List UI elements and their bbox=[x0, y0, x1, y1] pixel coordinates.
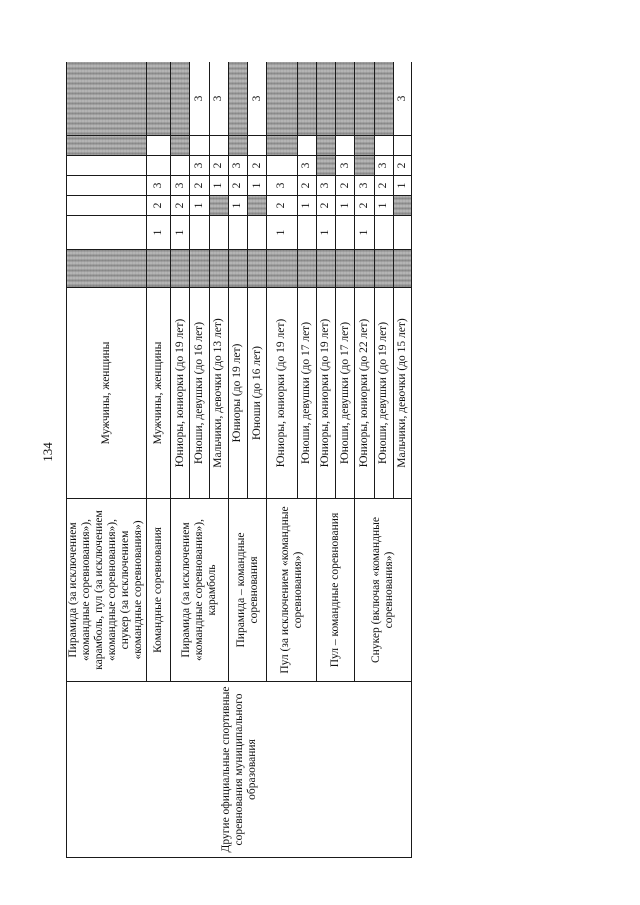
place-cell bbox=[190, 216, 209, 250]
shaded-cell bbox=[374, 62, 393, 136]
page-number: 134 bbox=[40, 442, 55, 462]
shaded-cell bbox=[267, 250, 297, 288]
place-cell: 2 bbox=[297, 176, 316, 196]
shaded-cell bbox=[67, 250, 147, 288]
age-group-cell: Мальчики, девочки (до 13 лет) bbox=[209, 288, 228, 499]
competition-table bbox=[66, 62, 412, 858]
place-cell: 1 bbox=[209, 176, 228, 196]
shaded-cell bbox=[146, 250, 170, 288]
shaded-cell bbox=[171, 250, 190, 288]
shaded-cell bbox=[393, 196, 411, 216]
place-cell bbox=[146, 136, 170, 156]
discipline-cell: Пирамида (за исключением «командные соревнования»), карамболь bbox=[171, 499, 229, 682]
shaded-cell bbox=[190, 250, 209, 288]
place-cell: 2 bbox=[374, 176, 393, 196]
shaded-cell bbox=[248, 196, 267, 216]
rotated-table-container bbox=[66, 62, 412, 858]
shaded-cell bbox=[355, 136, 374, 156]
discipline-cell: Командные соревнования bbox=[146, 499, 170, 682]
discipline-cell: Пул – командные соревнования bbox=[316, 499, 354, 682]
shaded-cell bbox=[374, 250, 393, 288]
shaded-cell bbox=[267, 62, 297, 136]
place-cell: 3 bbox=[336, 156, 355, 176]
age-group-cell: Юниоры (до 19 лет) bbox=[228, 288, 247, 499]
age-group-cell: Юниоры, юниорки (до 19 лет) bbox=[171, 288, 190, 499]
place-cell: 3 bbox=[209, 62, 228, 136]
shaded-cell bbox=[228, 62, 247, 136]
shaded-cell bbox=[171, 136, 190, 156]
place-cell bbox=[228, 216, 247, 250]
place-cell bbox=[146, 156, 170, 176]
shaded-cell bbox=[297, 250, 316, 288]
place-cell bbox=[336, 216, 355, 250]
shaded-cell bbox=[228, 250, 247, 288]
place-cell bbox=[374, 216, 393, 250]
place-cell bbox=[209, 216, 228, 250]
shaded-cell bbox=[316, 156, 335, 176]
discipline-cell: Пул (за исключением «командные соревнования») bbox=[267, 499, 317, 682]
place-cell: 2 bbox=[355, 196, 374, 216]
discipline-cell: Снукер (включая «командные соревнования») bbox=[355, 499, 412, 682]
place-cell: 3 bbox=[248, 62, 267, 136]
place-cell: 3 bbox=[267, 176, 297, 196]
place-cell bbox=[209, 136, 228, 156]
place-cell: 1 bbox=[374, 196, 393, 216]
place-cell: 3 bbox=[228, 156, 247, 176]
shaded-cell bbox=[171, 62, 190, 136]
place-cell: 1 bbox=[297, 196, 316, 216]
place-cell: 2 bbox=[190, 176, 209, 196]
place-cell bbox=[248, 216, 267, 250]
place-cell bbox=[171, 156, 190, 176]
place-cell: 3 bbox=[316, 176, 335, 196]
age-group-cell: Юниоры, юниорки (до 22 лет) bbox=[355, 288, 374, 499]
shaded-cell bbox=[297, 62, 316, 136]
place-cell: 3 bbox=[146, 176, 170, 196]
place-cell: 1 bbox=[355, 216, 374, 250]
place-cell: 2 bbox=[248, 156, 267, 176]
place-cell bbox=[297, 216, 316, 250]
age-group-cell: Юноши, девушки (до 17 лет) bbox=[297, 288, 316, 499]
place-cell: 2 bbox=[171, 196, 190, 216]
place-cell: 1 bbox=[316, 216, 335, 250]
table-row bbox=[67, 62, 147, 858]
age-group-cell: Юноши, девушки (до 19 лет) bbox=[374, 288, 393, 499]
place-cell: 3 bbox=[374, 156, 393, 176]
shaded-cell bbox=[67, 62, 147, 136]
place-cell: 3 bbox=[190, 62, 209, 136]
place-range-cell bbox=[67, 216, 147, 250]
shaded-cell bbox=[316, 250, 335, 288]
place-cell: 1 bbox=[228, 196, 247, 216]
age-group-cell: Мужчины, женщины bbox=[146, 288, 170, 499]
shaded-cell bbox=[355, 250, 374, 288]
place-cell: 1 bbox=[171, 216, 190, 250]
place-cell: 1 bbox=[190, 196, 209, 216]
shaded-cell bbox=[209, 250, 228, 288]
place-cell: 2 bbox=[316, 196, 335, 216]
shaded-cell bbox=[336, 250, 355, 288]
discipline-cell: Пирамида – командные соревнования bbox=[228, 499, 266, 682]
place-cell: 1 bbox=[146, 216, 170, 250]
age-group-cell: Юноши, девушки (до 17 лет) bbox=[336, 288, 355, 499]
place-cell bbox=[267, 156, 297, 176]
place-cell: 3 bbox=[171, 176, 190, 196]
place-cell: 2 bbox=[146, 196, 170, 216]
place-cell bbox=[393, 216, 411, 250]
table-body bbox=[67, 62, 412, 858]
place-cell: 1 bbox=[336, 196, 355, 216]
place-cell: 1 bbox=[393, 176, 411, 196]
place-cell bbox=[393, 136, 411, 156]
shaded-cell bbox=[267, 136, 297, 156]
shaded-cell bbox=[228, 136, 247, 156]
place-cell: 2 bbox=[267, 196, 297, 216]
place-cell: 2 bbox=[336, 176, 355, 196]
age-group-cell: Юноши (до 16 лет) bbox=[248, 288, 267, 499]
place-cell bbox=[336, 136, 355, 156]
place-cell: 1 bbox=[248, 176, 267, 196]
place-cell: 3 bbox=[297, 156, 316, 176]
age-group-cell: Юниоры, юниорки (до 19 лет) bbox=[267, 288, 297, 499]
place-range-cell bbox=[67, 196, 147, 216]
shaded-cell bbox=[336, 62, 355, 136]
place-cell: 2 bbox=[393, 156, 411, 176]
age-group-cell: Юниоры, юниорки (до 19 лет) bbox=[316, 288, 335, 499]
place-cell bbox=[190, 136, 209, 156]
shaded-cell bbox=[248, 250, 267, 288]
place-cell: 1 bbox=[267, 216, 297, 250]
place-cell bbox=[374, 136, 393, 156]
place-cell bbox=[248, 136, 267, 156]
shaded-cell bbox=[316, 136, 335, 156]
place-cell bbox=[67, 176, 147, 196]
age-group-cell: Мальчики, девочки (до 15 лет) bbox=[393, 288, 411, 499]
discipline-cell: Пирамида (за исключением «командные соревнования»), карамболь, пул (за исключением «командные соревнования»), снукер (за исключением «командные соревнования») bbox=[67, 499, 147, 682]
age-group-cell: Мужчины, женщины bbox=[67, 288, 147, 499]
place-cell: 2 bbox=[228, 176, 247, 196]
shaded-cell bbox=[355, 156, 374, 176]
shaded-cell bbox=[67, 136, 147, 156]
place-cell: 3 bbox=[190, 156, 209, 176]
shaded-cell bbox=[316, 62, 335, 136]
shaded-cell bbox=[209, 196, 228, 216]
shaded-cell bbox=[355, 62, 374, 136]
place-cell: 3 bbox=[355, 176, 374, 196]
shaded-cell bbox=[393, 250, 411, 288]
place-cell bbox=[67, 156, 147, 176]
place-cell bbox=[297, 136, 316, 156]
age-group-cell: Юноши, девушки (до 16 лет) bbox=[190, 288, 209, 499]
place-cell: 2 bbox=[209, 156, 228, 176]
shaded-cell bbox=[146, 62, 170, 136]
category-cell: Другие официальные спортивные соревнования муниципального образования bbox=[67, 682, 412, 858]
place-cell: 3 bbox=[393, 62, 411, 136]
table-frame bbox=[66, 62, 412, 858]
